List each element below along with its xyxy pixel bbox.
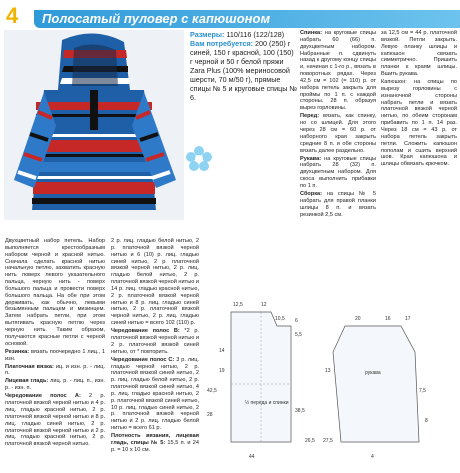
col1-text: лиц. р. - лиц. п., изн. р. - изн. п.: [5, 378, 105, 392]
col4-text: за 12,5 см = 44 р. платочной вязкой. Петли закрыть. Левую планку шлицы и капюшон связать симметрично. Пришить планки к краям шлицы. Вшить рукава.: [381, 30, 457, 78]
body-piece-label: ½ переда и спинки: [245, 400, 289, 406]
dimension-label: 12,5: [233, 302, 243, 308]
instructions-column-3: [300, 30, 376, 220]
sleeve-piece-label: рукава: [365, 370, 381, 376]
col3-heading: Сборка:: [300, 190, 323, 197]
dimension-label: 19: [219, 368, 225, 374]
col3-heading: Рукава:: [300, 155, 322, 162]
dimension-label: 13: [325, 368, 331, 374]
col1-paragraph: [5, 364, 105, 378]
instructions-column-4: [381, 30, 457, 169]
col1-text: Двухцветный набор петель. Набор выполняется крестообразным набором черной и красной нитью. Сначала сделать красной нитью начальную петлю, захватить красную нить поверх левого указательного пальца, черную нить - поверх большого пальца и провести поверх большого пальца. На обе при этом держивать, как обычно, левыми безымянным пальцем и мизинцем. Затем набрать петли, при этом вытягивать красную петлю через черную нить. Таким образом, получаются красные петли с черной основой.: [5, 238, 105, 347]
dimension-label: 28: [207, 412, 213, 418]
sweater-photo: [4, 30, 184, 220]
dimension-label: 44: [249, 454, 255, 460]
striped-hoodie-illustration: [4, 30, 184, 220]
col3-paragraph: [300, 191, 376, 218]
dimension-label: 5,5: [295, 332, 302, 338]
dimension-label: 4: [371, 454, 374, 460]
flower-decoration-icon: [186, 146, 212, 172]
col3-paragraph: [300, 156, 376, 190]
col3-heading: Перед:: [300, 113, 320, 120]
dimension-label: 38,5: [295, 408, 305, 414]
dimension-label: 42,5: [207, 388, 217, 394]
col3-text: вязать, как спинку, но со шлицей. Для этого через 28 см = 60 р. от наборного края закрыть средние 8 п. и обе стороны вязать далее раздельно.: [300, 113, 376, 154]
col3-paragraph: [300, 30, 376, 112]
dimension-label: 27,5: [323, 438, 333, 444]
page-title: Полосатый пуловер с капюшоном: [42, 11, 271, 26]
col3-heading: Спинка:: [300, 30, 323, 36]
col1-text: 2 р. платочной вязкой черной нитью и 4 р. лиц. гладью красной нитью, 2 р. платочной вязкой черной нитью и 8 р. лиц. гладью синей нитью, 2 р. платочной вязкой черной нитью и 2 р. лиц. гладью красной нитью, 2 р. платочной вязкой черной нитью.: [5, 393, 105, 448]
pattern-schematic: [205, 292, 457, 468]
dimension-label: 20: [355, 316, 361, 322]
col1-paragraph: [5, 393, 105, 448]
sizes-label: Размеры:: [190, 30, 225, 39]
col2-text: 15,5 п. и 24 р. = 10 х 10 см.: [111, 440, 199, 453]
dimension-label: 8: [425, 418, 428, 424]
col2-paragraph: [111, 238, 199, 327]
col1-text: иц. и изн. р. - лиц. п.: [5, 363, 105, 377]
col2-text: 3 р. лиц. гладью черной нитью, 2 р. платочной вязкой синей нитью, 2 р. лиц. гладью белой нитью, 2 р. платочной вязкой синей нитью, 4 р. лиц. гладью красной нитью, 2 р. платочной вязкой синей нитью, 10 р. лиц. гладью синей нитью, 2 р. платочной вязкой черной нитью и 2 р. лиц. гладью белой нитью = всего 61 р.: [111, 356, 199, 432]
col1-text: вязать поочередно 1 лиц., 1 изн.: [5, 348, 105, 362]
dimension-label: 12: [261, 302, 267, 308]
col2-paragraph: [111, 433, 199, 454]
col2-text: *2 р. платочной вязкой черной нитью и 2 р. платочной вязкой синей нитью, от * повторить.: [111, 328, 200, 355]
materials-block: [190, 30, 298, 102]
col3-text: на круговые спицы набрать 60 (66) п. двухцветным набором. Набранные п. сдвинуть назад к другому концу спицы и, начиная с 1-го р., вязать в поворотных рядах. Через 42,5 см = 102 (= 110) р. от набора петель закрыть для проймы по 1 п. с каждой стороны. 28 п. образуя вырез горловины.: [300, 30, 376, 112]
materials-value: 200 (250) г синей, 150 г красной, 100 (150) г черной и 50 г белой пряжи Zara Plus (100% мериносовой шерсти, 70 м/50 г), прямые спицы № 5 и круговые спицы № 6.: [190, 39, 298, 102]
col1-heading: Чередование полос А:: [5, 393, 81, 400]
sizes-value: 110/116 (122/128): [226, 30, 285, 39]
col3-paragraph: [300, 113, 376, 154]
dimension-label: 10,5: [275, 316, 285, 322]
col3-text: на круговые спицы набрать 28 (32) п. двухцветным набором. Для скоса выполнить прибавки по 1 п.: [300, 155, 376, 189]
col2-paragraph: [111, 357, 199, 432]
col2-heading: Чередование полос С:: [111, 356, 175, 363]
dimension-label: 16: [385, 316, 391, 322]
dimension-label: 26,5: [305, 438, 315, 444]
instructions-column-1: [5, 238, 105, 449]
col4-paragraph: [381, 79, 457, 168]
materials-label: Вам потребуется:: [190, 39, 254, 48]
col1-paragraph: [5, 349, 105, 363]
dimension-label: 6: [295, 318, 298, 324]
dimension-label: 14: [219, 348, 225, 354]
col2-heading: Чередование полос В:: [111, 328, 180, 335]
col2-text: 2 р. лиц. гладью белой нитью, 2 р. платочной вязкой черной нитью и 6 (10) р. лиц. гладью синей нитью, 2 р. платочной вязкой черной нитью, 2 р. лиц. гладью белой нитью, 2 р. платочной вязкой черной нитью и 14 р. лиц. гладью красной нитью, 2 р. платочной вязкой черной нитью и 8 р. лиц. гладью синей нитью, 2 р. платочной вязкой черной нитью, 2 р. лиц. гладью синей нитью = всего 102 (110) р.: [111, 238, 199, 327]
dimension-label: 17: [405, 316, 411, 322]
col4-text: Капюшон: на спицы по вырезу горловины с изнаночной стороны набрать петли и вязать платочной вязкой черной нитью, по обеим сторонам прибавить по 1 п. 14 раз. Через 18 см = 43 р. от набора петель закрыть петли. Сложить капюшон пополам и сшить верхний шов. Края капюшона и шлицы обвязать крючком.: [381, 79, 457, 168]
col1-heading: Платочная вязка:: [5, 363, 54, 370]
col1-paragraph: [5, 378, 105, 392]
dimension-label: 7,5: [419, 388, 426, 394]
col2-heading: Плотность вязания, лицевая гладь, спицы № 5:: [111, 433, 199, 447]
sleeve-piece-outline: [333, 326, 419, 442]
col1-heading: Лицевая гладь:: [5, 378, 49, 385]
instructions-column-2: [111, 238, 199, 455]
col3-text: на спицы № 5 набрать для правой планки шлицы 8 п. и вязать резинкой 2,5 см.: [300, 190, 376, 218]
page-number: 4: [6, 3, 19, 28]
col1-heading: Резинка:: [5, 348, 30, 355]
col4-paragraph: [381, 30, 457, 78]
col1-paragraph: [5, 238, 105, 348]
col2-paragraph: [111, 328, 199, 355]
